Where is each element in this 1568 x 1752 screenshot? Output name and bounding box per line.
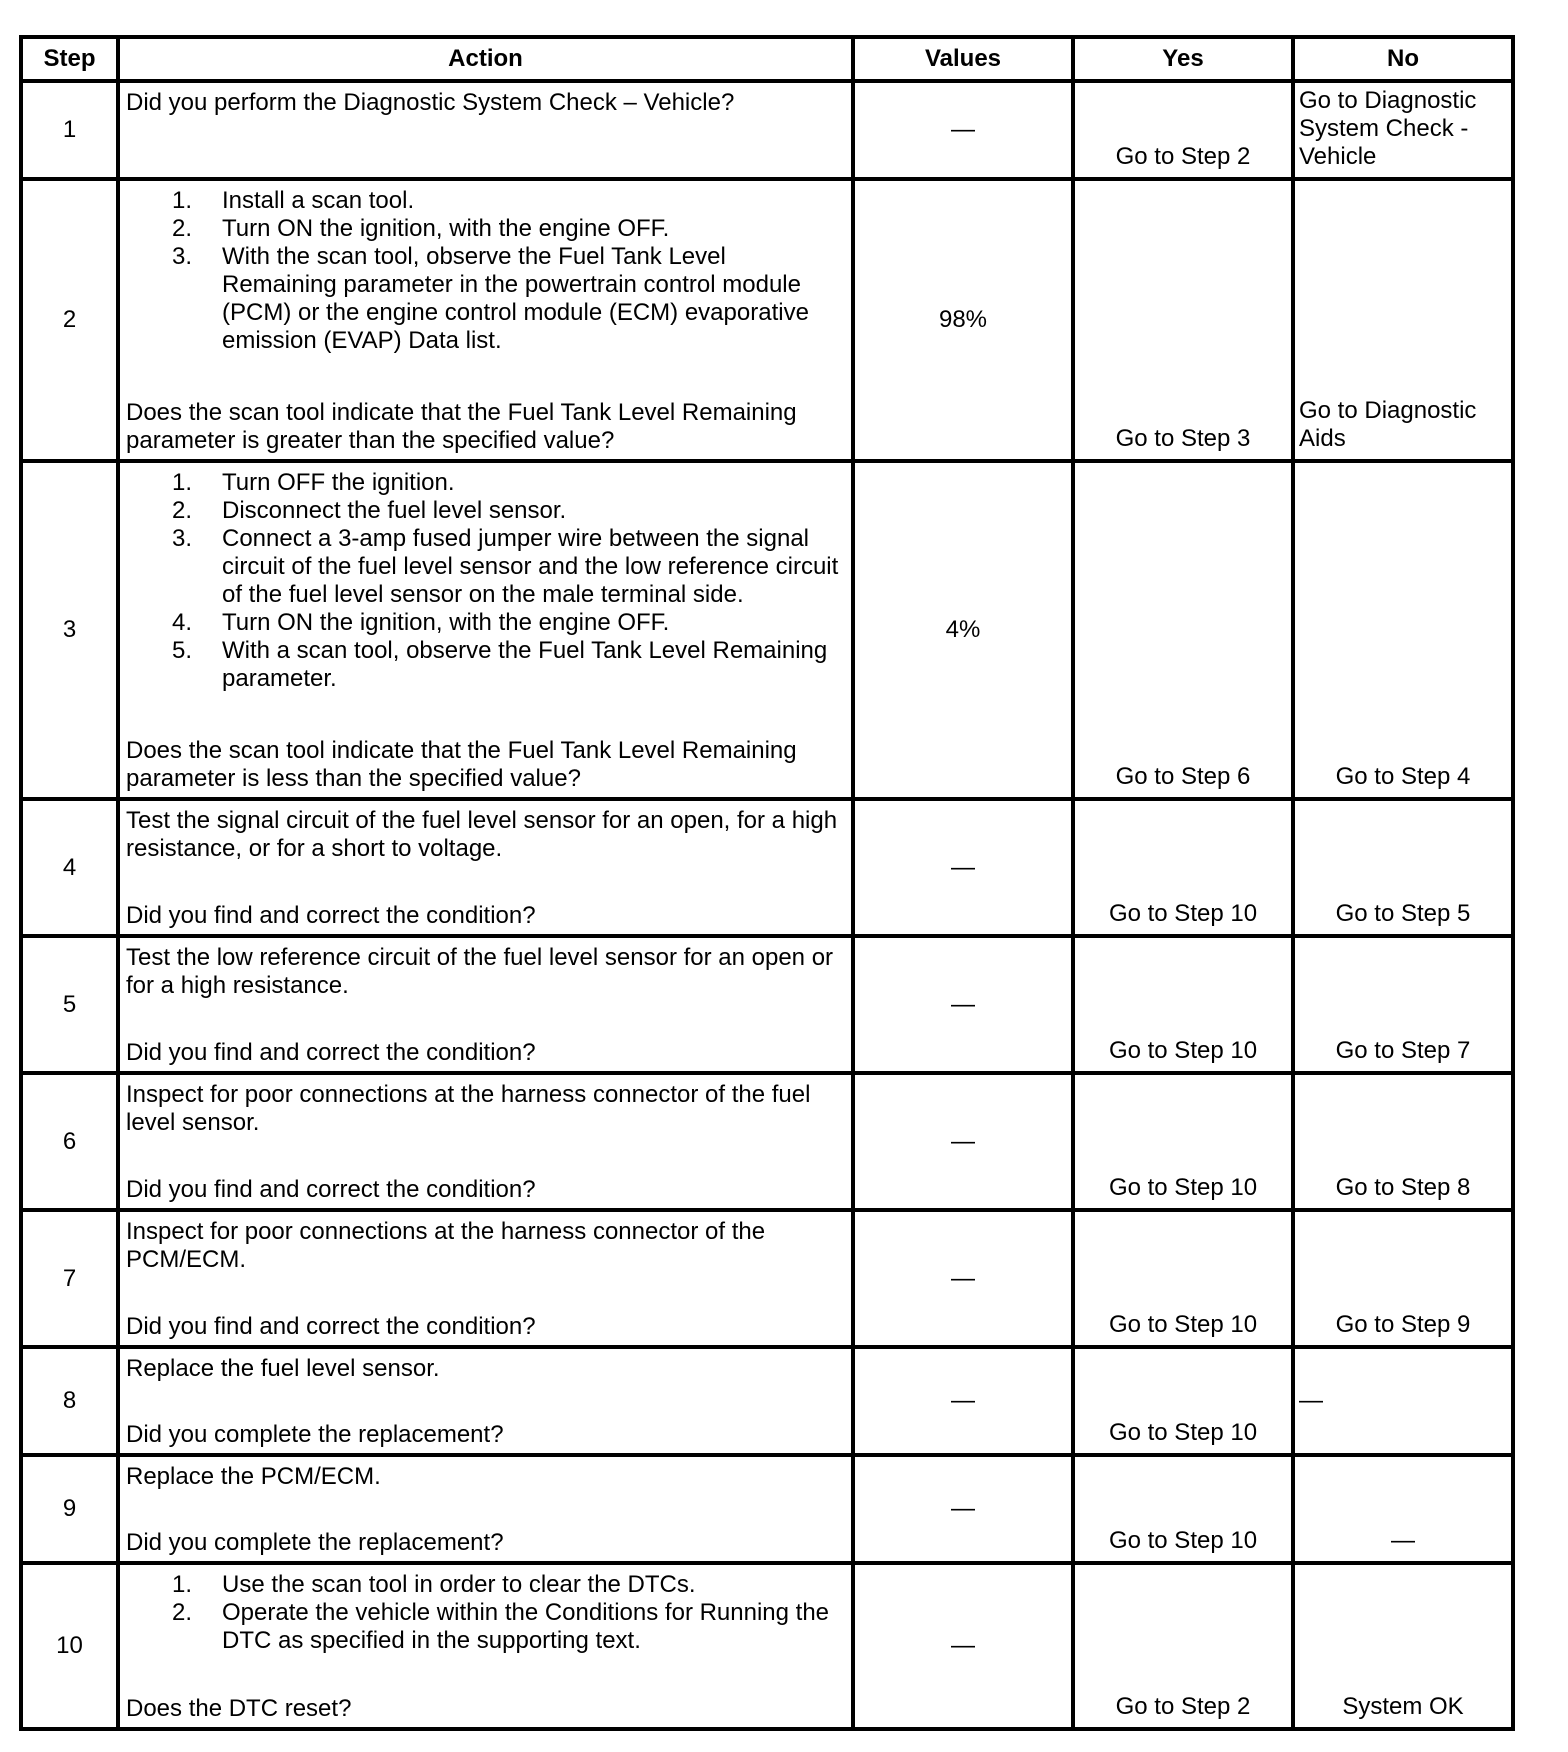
action-cell [118, 1210, 853, 1347]
action-question: Does the scan tool indicate that the Fuel Tank Level Remaining parameter is less than the specified value? [126, 737, 797, 792]
table-row [21, 179, 1513, 461]
no-cell: Go to Diagnostic Aids [1293, 179, 1513, 461]
value-cell: 4% [853, 461, 1073, 799]
step-number: 9 [21, 1455, 118, 1563]
action-cell [118, 1073, 853, 1210]
step-number: 2 [21, 179, 118, 461]
table-row [21, 1073, 1513, 1210]
no-cell: Go to Step 7 [1293, 936, 1513, 1073]
table-row [21, 1347, 1513, 1455]
step-number: 10 [21, 1563, 118, 1729]
step-number: 3 [21, 461, 118, 799]
table-row [21, 1563, 1513, 1729]
no-cell: Go to Diagnostic System Check - Vehicle [1293, 81, 1513, 179]
yes-cell: Go to Step 10 [1073, 1073, 1293, 1210]
action-text: Replace the PCM/ECM. [126, 1463, 381, 1490]
header-step: Step [21, 37, 118, 81]
action-text: Test the signal circuit of the fuel level sensor for an open, for a high resistance, or for a short to voltage. [126, 807, 838, 862]
instruction-item: Disconnect the fuel level sensor. [222, 497, 567, 524]
value-cell: — [853, 81, 1073, 179]
value-cell: — [853, 1563, 1073, 1729]
action-question: Did you complete the replacement? [126, 1421, 504, 1448]
action-question: Does the DTC reset? [126, 1695, 352, 1722]
no-cell: Go to Step 8 [1293, 1073, 1513, 1210]
table-row [21, 799, 1513, 936]
table-row [21, 936, 1513, 1073]
header-yes: Yes [1073, 37, 1293, 81]
value-cell: — [853, 1073, 1073, 1210]
value-cell: 98% [853, 179, 1073, 461]
action-text: Inspect for poor connections at the harness connector of the PCM/ECM. [126, 1218, 766, 1273]
instruction-item: Turn ON the ignition, with the engine OFF. [222, 215, 670, 242]
no-cell: Go to Step 4 [1293, 461, 1513, 799]
action-question: Did you find and correct the condition? [126, 902, 536, 929]
action-question: Did you find and correct the condition? [126, 1039, 536, 1066]
action-cell [118, 179, 853, 461]
no-cell: System OK [1293, 1563, 1513, 1729]
header-action: Action [118, 37, 853, 81]
action-cell [118, 461, 853, 799]
value-cell: — [853, 936, 1073, 1073]
step-number: 7 [21, 1210, 118, 1347]
step-number: 5 [21, 936, 118, 1073]
header-values: Values [853, 37, 1073, 81]
action-cell [118, 1563, 853, 1729]
action-cell [118, 81, 853, 179]
action-text: Test the low reference circuit of the fuel level sensor for an open or for a high resistance. [126, 944, 834, 999]
diagnostic-table [19, 35, 1515, 1731]
step-number: 4 [21, 799, 118, 936]
no-cell: Go to Step 9 [1293, 1210, 1513, 1347]
instruction-list [126, 187, 845, 355]
table-row [21, 461, 1513, 799]
instruction-item: Operate the vehicle within the Conditions for Running the DTC as specified in the supporting text. [222, 1599, 830, 1654]
action-question: Did you complete the replacement? [126, 1529, 504, 1556]
instruction-list [126, 469, 845, 693]
no-cell: Go to Step 5 [1293, 799, 1513, 936]
table-row [21, 1210, 1513, 1347]
yes-cell: Go to Step 6 [1073, 461, 1293, 799]
yes-cell: Go to Step 10 [1073, 1210, 1293, 1347]
instruction-item: Turn ON the ignition, with the engine OFF. [222, 609, 670, 636]
action-cell [118, 799, 853, 936]
yes-cell: Go to Step 10 [1073, 799, 1293, 936]
step-number: 1 [21, 81, 118, 179]
action-text: Replace the fuel level sensor. [126, 1355, 440, 1382]
action-question: Does the scan tool indicate that the Fuel Tank Level Remaining parameter is greater than the specified value? [126, 399, 797, 454]
step-number: 6 [21, 1073, 118, 1210]
instruction-item: Connect a 3-amp fused jumper wire between the signal circuit of the fuel level sensor and the low reference circuit of the fuel level sensor on the male terminal side. [222, 525, 839, 608]
instruction-item: Install a scan tool. [222, 187, 415, 214]
action-question: Did you find and correct the condition? [126, 1313, 536, 1340]
instruction-item: Use the scan tool in order to clear the DTCs. [222, 1571, 696, 1598]
instruction-item: With the scan tool, observe the Fuel Tank Level Remaining parameter in the powertrain control module (PCM) or the engine control module (ECM) evaporative emission (EVAP) Data list. [222, 243, 809, 354]
yes-cell: Go to Step 10 [1073, 1347, 1293, 1455]
yes-cell: Go to Step 2 [1073, 81, 1293, 179]
yes-cell: Go to Step 2 [1073, 1563, 1293, 1729]
action-cell [118, 936, 853, 1073]
value-cell: — [853, 1347, 1073, 1455]
yes-cell: Go to Step 10 [1073, 1455, 1293, 1563]
table-row [21, 1455, 1513, 1563]
header-row [21, 37, 1513, 81]
action-text: Did you perform the Diagnostic System Check – Vehicle? [126, 89, 735, 116]
action-cell [118, 1455, 853, 1563]
table-row [21, 81, 1513, 179]
instruction-list [126, 1571, 845, 1655]
instruction-item: Turn OFF the ignition. [222, 469, 455, 496]
no-cell: — [1293, 1455, 1513, 1563]
action-question: Did you find and correct the condition? [126, 1176, 536, 1203]
value-cell: — [853, 1455, 1073, 1563]
value-cell: — [853, 1210, 1073, 1347]
no-cell: — [1293, 1347, 1513, 1455]
action-text: Inspect for poor connections at the harness connector of the fuel level sensor. [126, 1081, 811, 1136]
instruction-item: With a scan tool, observe the Fuel Tank Level Remaining parameter. [222, 637, 828, 692]
yes-cell: Go to Step 3 [1073, 179, 1293, 461]
step-number: 8 [21, 1347, 118, 1455]
header-no: No [1293, 37, 1513, 81]
action-cell [118, 1347, 853, 1455]
yes-cell: Go to Step 10 [1073, 936, 1293, 1073]
value-cell: — [853, 799, 1073, 936]
